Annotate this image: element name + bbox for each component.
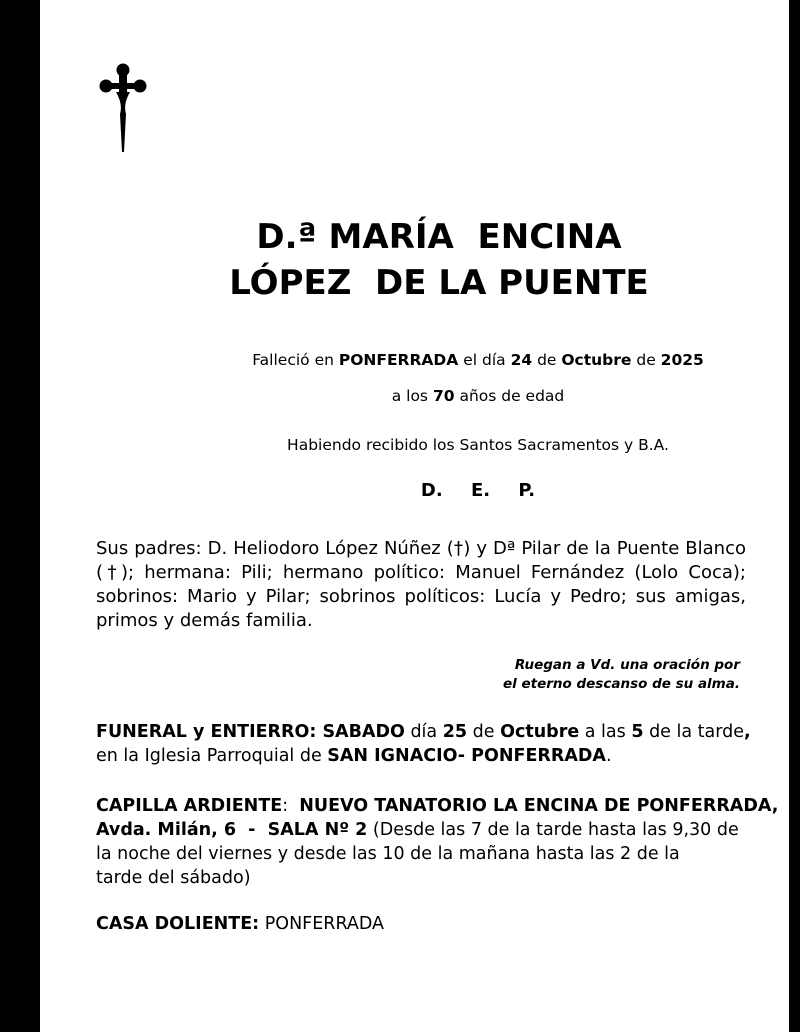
capilla-line-1 bbox=[96, 794, 779, 818]
death-day: 24 bbox=[510, 351, 533, 369]
funeral-t5: en la Iglesia Parroquial de bbox=[96, 746, 328, 766]
deceased-name bbox=[40, 214, 800, 306]
obituary-page bbox=[40, 0, 789, 1032]
capilla-l2rest: (Desde las 7 de la tarde hasta las 9,30 de bbox=[367, 820, 739, 840]
death-mid3: de bbox=[631, 351, 661, 369]
funeral-day: 25 bbox=[442, 722, 468, 742]
death-prefix: Falleció en bbox=[252, 351, 339, 369]
capilla-label: CAPILLA ARDIENTE bbox=[96, 796, 283, 816]
funeral-church: SAN IGNACIO- PONFERRADA bbox=[327, 746, 606, 766]
funeral-t4: de la tarde bbox=[643, 722, 745, 742]
funeral-t6: . bbox=[605, 746, 612, 766]
funeral-comma: , bbox=[744, 722, 751, 742]
age-prefix: a los bbox=[391, 387, 433, 405]
prayer-request bbox=[420, 656, 740, 694]
capilla-colon: : bbox=[282, 796, 300, 816]
dep-heading: D. E. P. bbox=[420, 480, 536, 501]
funeral-paragraph bbox=[96, 720, 756, 768]
death-line bbox=[40, 350, 800, 370]
funeral-line-1 bbox=[96, 720, 756, 744]
age-line bbox=[40, 386, 800, 406]
funeral-t1: día bbox=[404, 722, 443, 742]
funeral-t3: a las bbox=[579, 722, 632, 742]
funeral-label: FUNERAL y ENTIERRO: SABADO bbox=[96, 722, 405, 742]
family-paragraph: Sus padres: D. Heliodoro López Núñez (†) y Dª Pilar de la Puente Blanco (†); hermana: Pili; hermano político: Manuel Fernández (Lolo Coca); sobrinos: Mario y Pilar; sobrinos políticos: Lucía y Pedro; sus amigas, primos y demás familia. bbox=[96, 538, 746, 631]
funeral-month: Octubre bbox=[500, 722, 580, 742]
death-mid2: de bbox=[532, 351, 562, 369]
funeral-t2: de bbox=[467, 722, 501, 742]
age-suffix: años de edad bbox=[454, 387, 565, 405]
capilla-address: Avda. Milán, 6 - SALA Nº 2 bbox=[96, 820, 368, 840]
capilla-venue: NUEVO TANATORIO LA ENCINA DE PONFERRADA, bbox=[299, 796, 779, 816]
death-place: PONFERRADA bbox=[338, 351, 459, 369]
funeral-line-2 bbox=[96, 744, 756, 768]
sacraments-line: Habiendo recibido los Santos Sacramentos y B.A. bbox=[287, 436, 669, 454]
death-month: Octubre bbox=[561, 351, 632, 369]
prayer-line-1: Ruegan a Vd. una oración por bbox=[514, 657, 740, 673]
casa-value: PONFERRADA bbox=[259, 914, 385, 934]
capilla-paragraph bbox=[96, 794, 779, 890]
death-year: 2025 bbox=[660, 351, 704, 369]
cross-icon bbox=[98, 62, 148, 154]
name-line-2: LÓPEZ DE LA PUENTE bbox=[229, 263, 649, 303]
capilla-line-3: la noche del viernes y desde las 10 de la mañana hasta las 2 de la bbox=[96, 844, 680, 864]
casa-label: CASA DOLIENTE: bbox=[96, 914, 260, 934]
capilla-line-2 bbox=[96, 818, 756, 842]
age-years: 70 bbox=[432, 387, 455, 405]
capilla-line-4: tarde del sábado) bbox=[96, 868, 251, 888]
casa-line bbox=[96, 912, 756, 936]
death-mid1: el día bbox=[458, 351, 511, 369]
prayer-line-2: el eterno descanso de su alma. bbox=[503, 676, 740, 692]
funeral-hour: 5 bbox=[631, 722, 644, 742]
name-line-1: D.ª MARÍA ENCINA bbox=[256, 217, 622, 257]
